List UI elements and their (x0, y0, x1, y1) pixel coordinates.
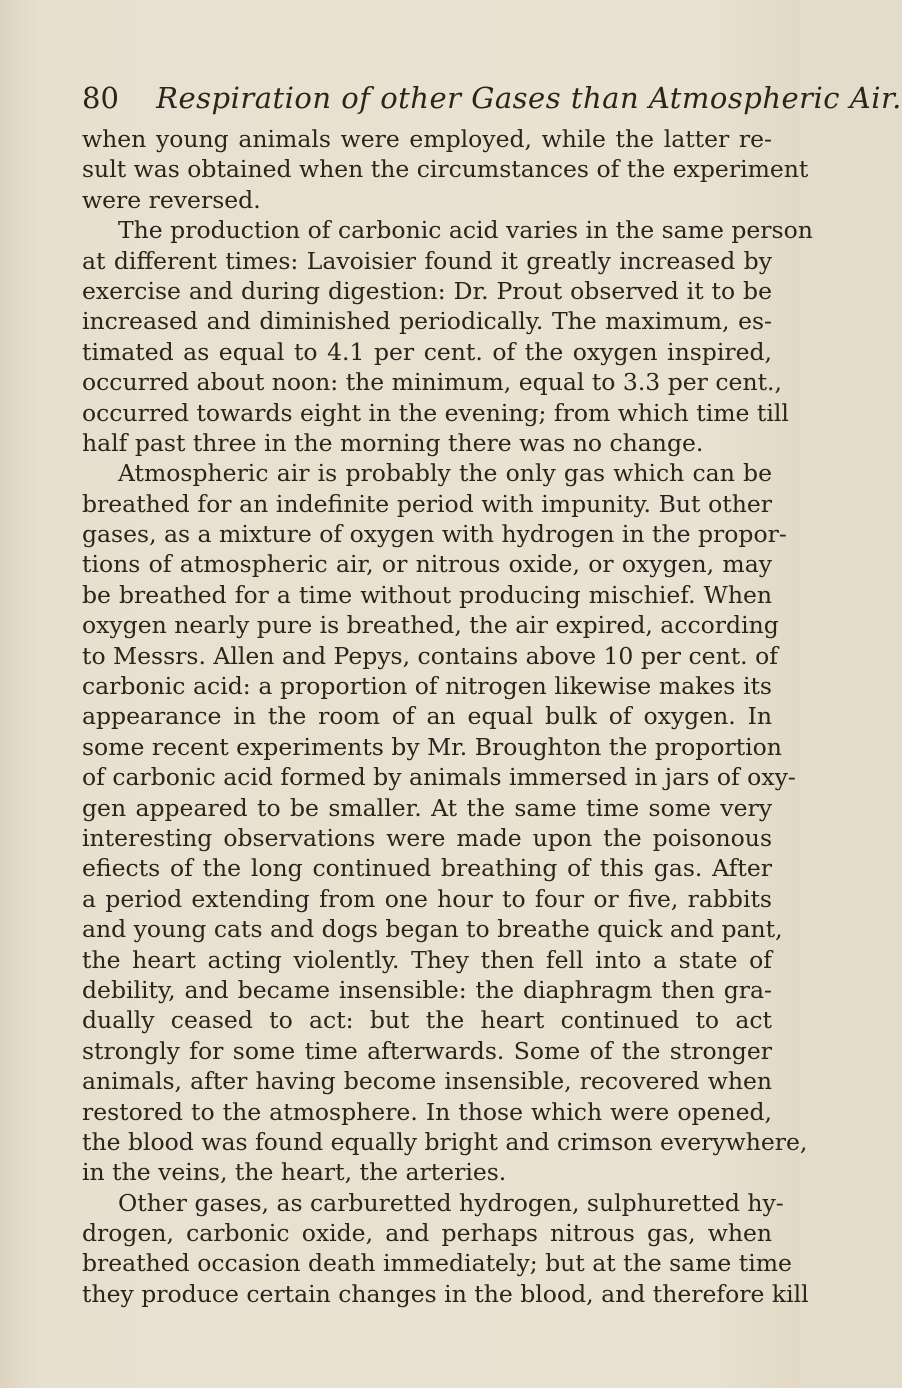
text-line: at different times: Lavoisier found it greatly increased by (82, 246, 772, 275)
text-line: when young animals were employed, while the latter re- (82, 125, 772, 153)
paragraph-start-line: The production of carbonic acid varies in the same person (118, 216, 813, 245)
text-line: carbonic acid: a proportion of nitrogen likewise makes its (82, 672, 772, 701)
text-line: animals, after having become insensible, recovered when (82, 1067, 772, 1096)
text-line: half past three in the morning there was no change. (82, 428, 704, 457)
text-line: appearance in the room of an equal bulk of oxygen. In (82, 702, 772, 731)
text-line: increased and diminished periodically. The maximum, es- (82, 307, 772, 336)
text-line: restored to the atmosphere. In those which were opened, (82, 1097, 772, 1126)
text-line: sult was obtained when the circumstances of the experiment (82, 155, 809, 184)
text-line: occurred towards eight in the evening; from which time till (82, 398, 789, 427)
body-text (82, 124, 813, 1309)
text-line: and young cats and dogs began to breathe quick and pant, (82, 915, 783, 944)
text-line: tions of atmospheric air, or nitrous oxide, or oxygen, may (82, 550, 772, 579)
text-line: were reversed. (82, 185, 261, 214)
text-line: in the veins, the heart, the arteries. (82, 1158, 507, 1187)
page-number: 80 (82, 81, 119, 115)
running-header (82, 78, 902, 118)
text-line: they produce certain changes in the blood, and therefore kill (82, 1279, 809, 1308)
text-line: of carbonic acid formed by animals immersed in jars of oxy- (82, 763, 796, 792)
text-line: timated as equal to 4.1 per cent. of the oxygen inspired, (82, 337, 772, 366)
text-line: strongly for some time afterwards. Some of the stronger (82, 1036, 772, 1065)
paragraph-start-line: Other gases, as carburetted hydrogen, sulphuretted hy- (118, 1188, 784, 1217)
text-line: drogen, carbonic oxide, and perhaps nitrous gas, when (82, 1219, 772, 1248)
text-line: breathed for an indefinite period with impunity. But other (82, 489, 772, 518)
text-line: to Messrs. Allen and Pepys, contains above 10 per cent. of (82, 641, 778, 670)
text-line: a period extending from one hour to four or five, rabbits (82, 884, 772, 913)
text-line: efiects of the long continued breathing of this gas. After (82, 854, 772, 883)
text-line: interesting observations were made upon the poisonous (82, 823, 772, 852)
text-line: occurred about noon: the minimum, equal to 3.3 per cent., (82, 368, 782, 397)
paragraph-start-line: Atmospheric air is probably the only gas which can be (118, 459, 772, 488)
text-line: gen appeared to be smaller. At the same time some very (82, 793, 772, 822)
text-line: the heart acting violently. They then fell into a state of (82, 945, 772, 974)
text-line: be breathed for a time without producing mischief. When (82, 580, 772, 609)
text-line: the blood was found equally bright and crimson everywhere, (82, 1127, 808, 1156)
text-line: oxygen nearly pure is breathed, the air expired, according (82, 611, 779, 640)
text-line: gases, as a mixture of oxygen with hydrogen in the propor- (82, 520, 787, 549)
text-line: debility, and became insensible: the diaphragm then gra- (82, 975, 772, 1004)
text-line: exercise and during digestion: Dr. Prout observed it to be (82, 276, 772, 305)
text-line: some recent experiments by Mr. Broughton the proportion (82, 732, 782, 761)
text-line: breathed occasion death immediately; but at the same time (82, 1249, 792, 1278)
text-line: dually ceased to act: but the heart continued to act (82, 1006, 772, 1035)
running-title: Respiration of other Gases than Atmospheric Air. (156, 81, 902, 115)
